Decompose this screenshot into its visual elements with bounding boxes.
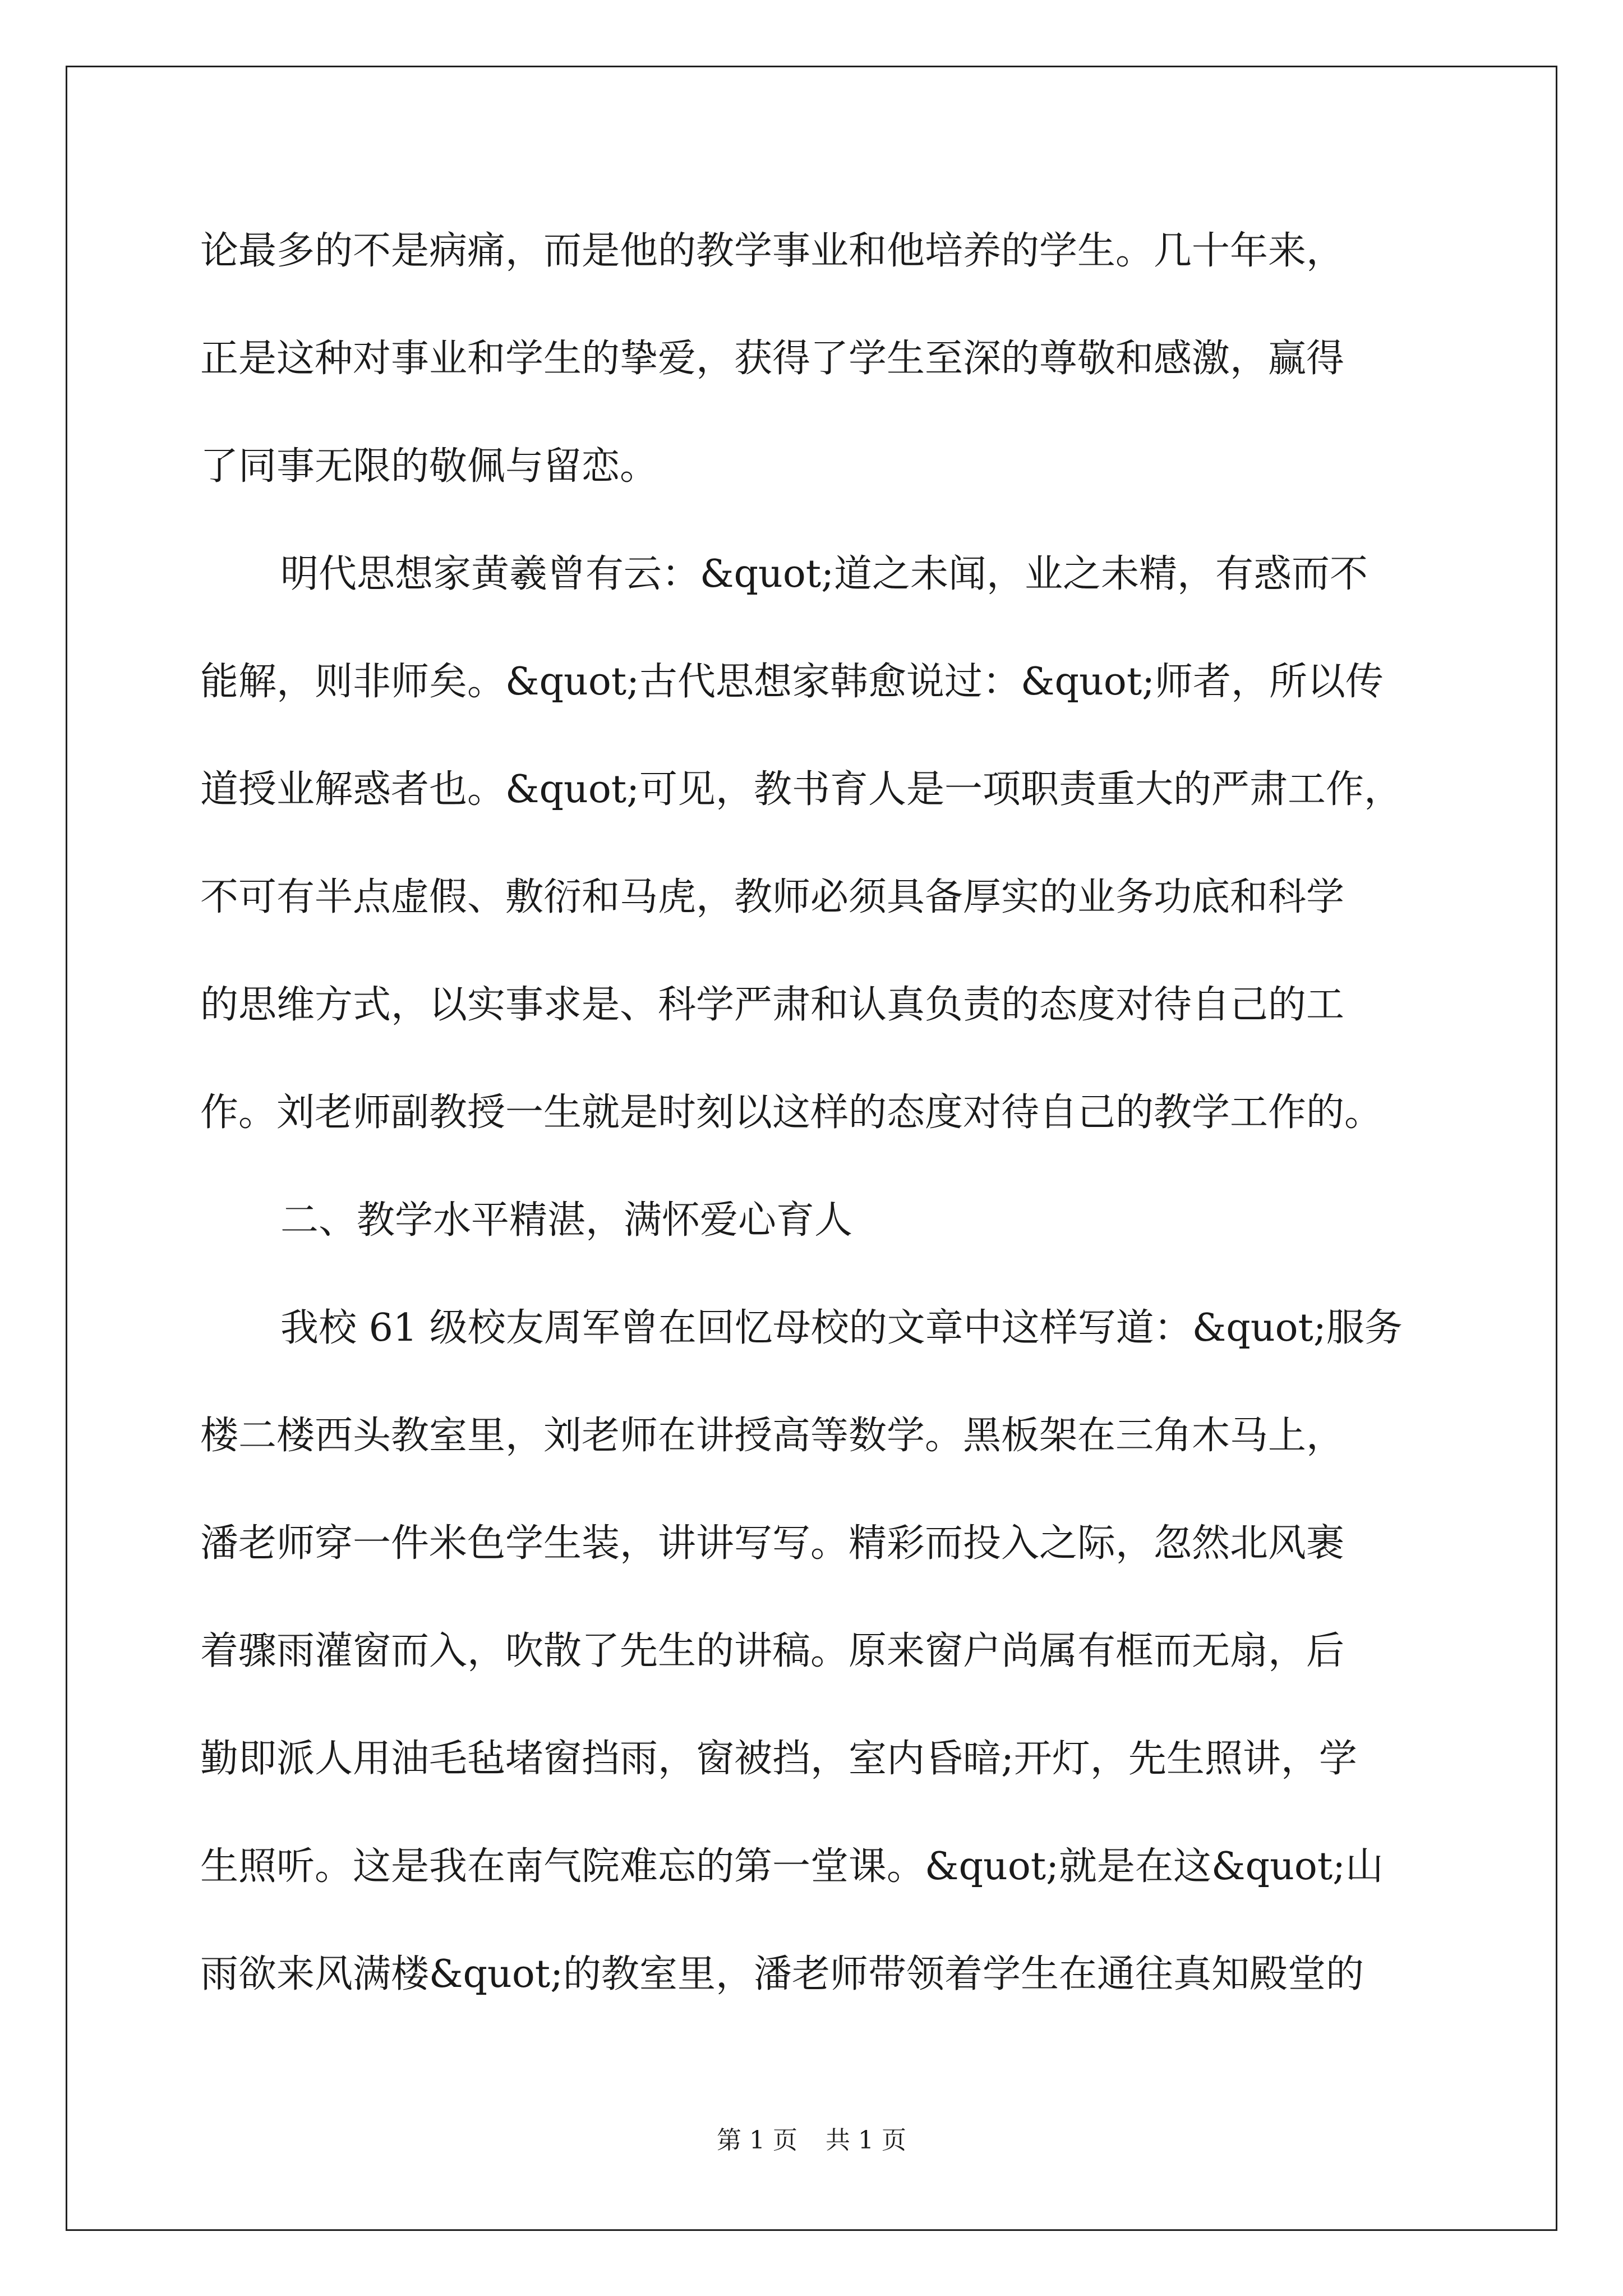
- body-text-line: 勤即派人用油毛毡堵窗挡雨，窗被挡，室内昏暗;开灯，先生照讲，学: [200, 1737, 1357, 1781]
- body-text-line: 生照听。这是我在南气院难忘的第一堂课。&quot;就是在这&quot;山: [200, 1844, 1384, 1889]
- body-text-line: 明代思想家黄羲曾有云：&quot;道之未闻，业之未精，有惑而不: [280, 552, 1368, 596]
- body-text-line: 作。刘老师副教授一生就是时刻以这样的态度对待自己的教学工作的。: [200, 1091, 1383, 1135]
- page-border: [66, 66, 1557, 2231]
- section-heading: 二、教学水平精湛，满怀爱心育人: [280, 1198, 853, 1243]
- body-text-line: 能解，则非师矣。&quot;古代思想家韩愈说过：&quot;师者，所以传: [200, 660, 1384, 704]
- body-text-line: 我校 61 级校友周军曾在回忆母校的文章中这样写道：&quot;服务: [280, 1306, 1403, 1350]
- body-text-line: 潘老师穿一件米色学生装，讲讲写写。精彩而投入之际，忽然北风裹: [200, 1521, 1345, 1566]
- body-text-line: 雨欲来风满楼&quot;的教室里，潘老师带领着学生在通往真知殿堂的: [200, 1952, 1364, 1996]
- body-text-line: 论最多的不是病痛，而是他的教学事业和他培养的学生。几十年来，: [200, 229, 1345, 273]
- page-number: 第 1 页: [717, 2126, 797, 2155]
- body-text-line: 不可有半点虚假、敷衍和马虎，教师必须具备厚实的业务功底和科学: [200, 875, 1345, 919]
- page-footer: [0, 2124, 1623, 2157]
- body-text-line: 的思维方式，以实事求是、科学严肃和认真负责的态度对待自己的工: [200, 983, 1345, 1027]
- body-text-line: 道授业解惑者也。&quot;可见，教书育人是一项职责重大的严肃工作，: [200, 767, 1403, 812]
- body-text-line: 楼二楼西头教室里，刘老师在讲授高等数学。黑板架在三角木马上，: [200, 1414, 1345, 1458]
- body-text-line: 正是这种对事业和学生的挚爱，获得了学生至深的尊敬和感激，赢得: [200, 337, 1345, 381]
- body-text-line: 了同事无限的敬佩与留恋。: [200, 444, 658, 489]
- page-total: 共 1 页: [826, 2126, 906, 2155]
- body-text-line: 着骤雨灌窗而入，吹散了先生的讲稿。原来窗户尚属有框而无扇，后: [200, 1629, 1345, 1673]
